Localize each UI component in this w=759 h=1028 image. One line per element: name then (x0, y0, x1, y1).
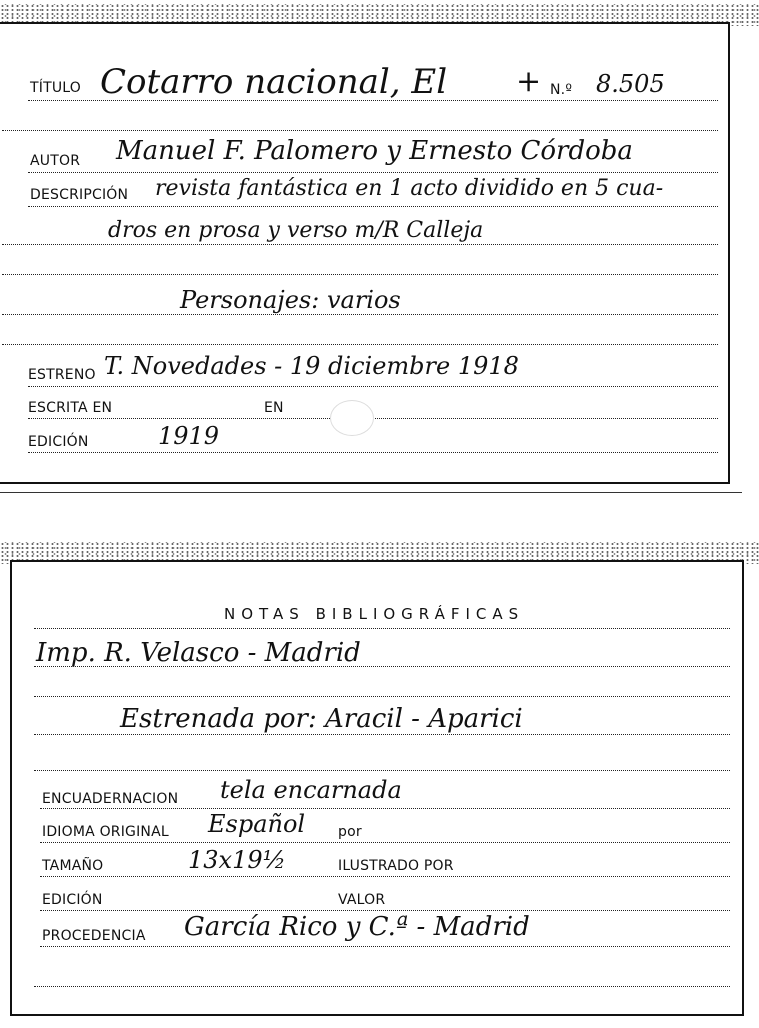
size-value: 13x19½ (188, 846, 286, 874)
catalog-card-top (0, 22, 730, 484)
rule (34, 734, 730, 735)
title-value: Cotarro nacional, El (100, 62, 448, 102)
catalog-card-bottom (10, 560, 744, 1016)
original-language-value: Español (208, 810, 306, 838)
source-value: García Rico y C.ª - Madrid (184, 912, 530, 942)
original-language-rule (40, 842, 730, 843)
premiere-value: T. Novedades - 19 diciembre 1918 (104, 352, 519, 380)
rule (34, 666, 730, 667)
edition-rule (28, 452, 718, 453)
note-line2: Estrenada por: Aracil - Aparici (120, 704, 523, 734)
title-rule (28, 100, 718, 101)
binding-value: tela encarnada (220, 776, 402, 804)
premiere-label: ESTRENO (28, 367, 96, 383)
written-label: ESCRITA EN (28, 400, 113, 416)
by-label: por (338, 824, 362, 840)
author-label: AUTOR (30, 153, 81, 169)
author-rule (28, 172, 718, 173)
binding-rule (40, 808, 730, 809)
rule (34, 986, 730, 987)
rule (2, 274, 718, 275)
notes-heading: NOTAS BIBLIOGRÁFICAS (224, 605, 525, 623)
description-label: DESCRIPCIÓN (30, 187, 129, 203)
author-value: Manuel F. Palomero y Ernesto Córdoba (116, 136, 633, 166)
description-line2: dros en prosa y verso m/R Calleja (108, 218, 484, 243)
rule (2, 344, 718, 345)
number-value: 8.505 (596, 70, 665, 98)
description-rule-2 (2, 244, 718, 245)
card-divider-line (0, 492, 742, 493)
size-label: TAMAÑO (42, 858, 104, 874)
rule (34, 696, 730, 697)
description-rule (28, 206, 718, 207)
premiere-rule (28, 386, 718, 387)
value-label: VALOR (338, 892, 386, 908)
description-line1: revista fantástica en 1 acto dividido en 5 cua- (155, 176, 664, 201)
stamp-blot (330, 400, 374, 436)
edition-label: EDICIÓN (28, 434, 89, 450)
rule (34, 628, 730, 629)
edition-value: 1919 (158, 422, 220, 450)
source-label: PROCEDENCIA (42, 928, 146, 944)
bottom-edition-label: EDICIÓN (42, 892, 103, 908)
rule (2, 314, 718, 315)
number-label: N.º (550, 82, 573, 98)
cross-mark: + (516, 64, 542, 99)
edition-rule (40, 910, 730, 911)
characters-note: Personajes: varios (180, 286, 401, 314)
binding-label: ENCUADERNACION (42, 791, 179, 807)
title-label: TÍTULO (30, 80, 81, 96)
rule (34, 770, 730, 771)
written-in-label: EN (264, 400, 284, 416)
rule (2, 130, 718, 131)
note-line1: Imp. R. Velasco - Madrid (36, 638, 361, 668)
size-rule (40, 876, 730, 877)
original-language-label: IDIOMA ORIGINAL (42, 824, 169, 840)
illustrated-label: ILUSTRADO POR (338, 858, 454, 874)
source-rule (40, 946, 730, 947)
